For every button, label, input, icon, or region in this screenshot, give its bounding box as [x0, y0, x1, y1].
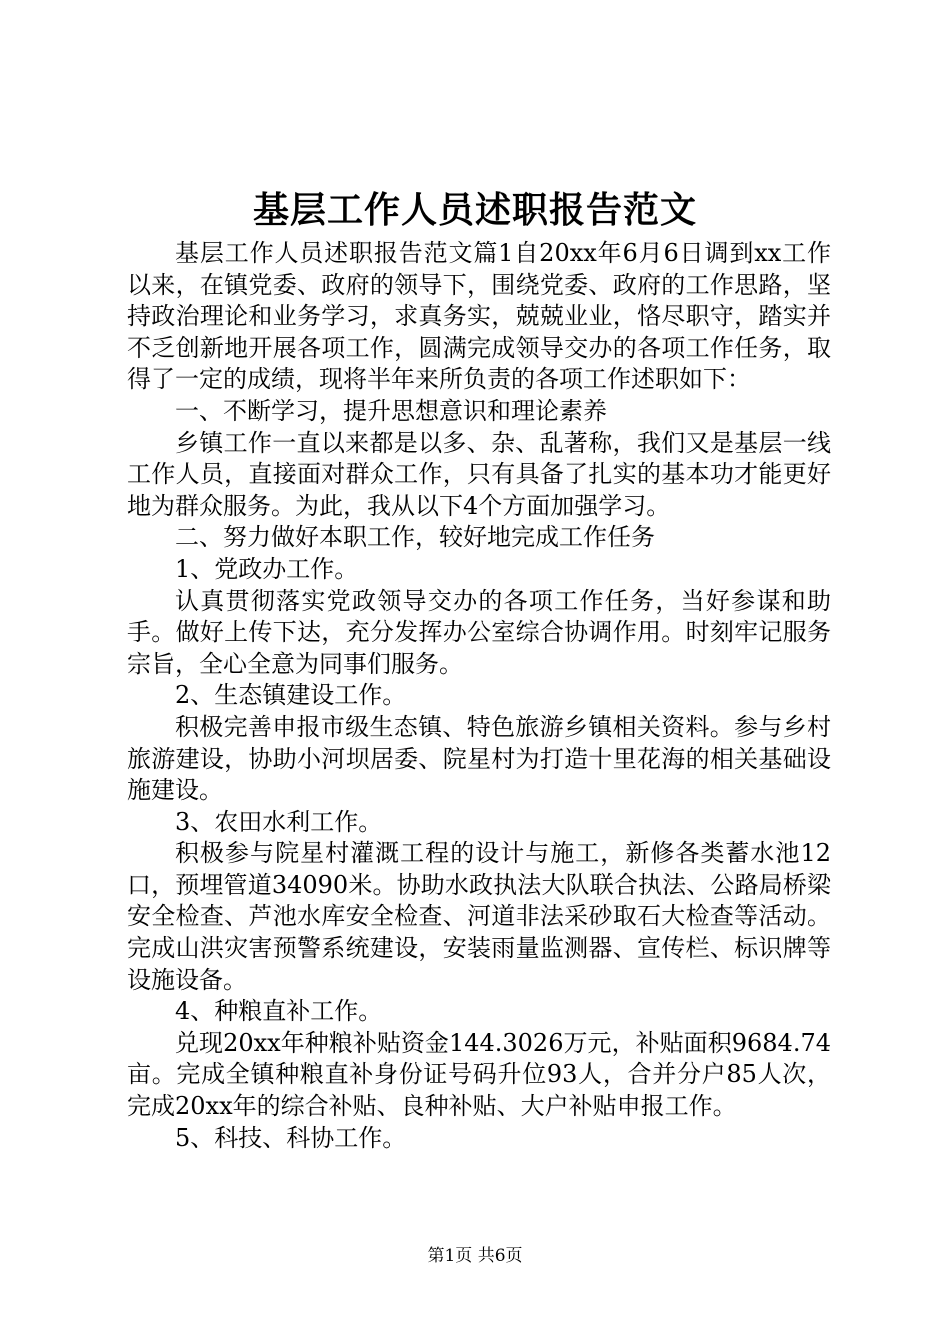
- section-heading-1: 一、不断学习，提升思想意识和理论素养: [175, 396, 607, 425]
- subheading-irrigation: 3、农田水利工作。: [175, 807, 383, 836]
- document-body: [127, 238, 831, 1154]
- document-title: 基层工作人员述职报告范文: [252, 189, 697, 231]
- paragraph-grain-subsidy: 兑现20xx年种粮补贴资金144.3026万元，补贴面积9684.74亩。完成全镇种粮直补身份证号码升位93人，合并分户85人次，完成20xx年的综合补贴、良种补贴、大户补贴申报工作。: [127, 1028, 831, 1121]
- paragraph-irrigation: 积极参与院星村灌溉工程的设计与施工，新修各类蓄水池12口，预埋管道34090米。协助水政执法大队联合执法、公路局桥梁安全检查、芦池水库安全检查、河道非法采砂取石大检查等活动。完成山洪灾害预警系统建设，安装雨量监测器、宣传栏、标识牌等设施设备。: [127, 839, 831, 994]
- paragraph-intro: 基层工作人员述职报告范文篇1自20xx年6月6日调到xx工作以来，在镇党委、政府的领导下，围绕党委、政府的工作思路，坚持政治理论和业务学习，求真务实，兢兢业业，恪尽职守，踏实并不乏创新地开展各项工作，圆满完成领导交办的各项工作任务，取得了一定的成绩，现将半年来所负责的各项工作述职如下：: [127, 239, 831, 394]
- paragraph-eco-town: 积极完善申报市级生态镇、特色旅游乡镇相关资料。参与乡村旅游建设，协助小河坝居委、院星村为打造十里花海的相关基础设施建设。: [127, 712, 831, 805]
- page-number-footer: 第1页 共6页: [427, 1246, 523, 1266]
- section-heading-2: 二、努力做好本职工作，较好地完成工作任务: [175, 523, 655, 552]
- subheading-party-office: 1、党政办工作。: [175, 554, 359, 583]
- subheading-science: 5、科技、科协工作。: [175, 1123, 407, 1152]
- paragraph-learning: 乡镇工作一直以来都是以多、杂、乱著称，我们又是基层一线工作人员，直接面对群众工作，只有具备了扎实的基本功才能更好地为群众服务。为此，我从以下4个方面加强学习。: [127, 428, 831, 520]
- subheading-grain-subsidy: 4、种粮直补工作。: [175, 997, 383, 1026]
- paragraph-party-office: 认真贯彻落实党政领导交办的各项工作任务，当好参谋和助手。做好上传下达，充分发挥办公室综合协调作用。时刻牢记服务宗旨，全心全意为同事们服务。: [127, 586, 831, 678]
- subheading-eco-town: 2、生态镇建设工作。: [175, 681, 407, 710]
